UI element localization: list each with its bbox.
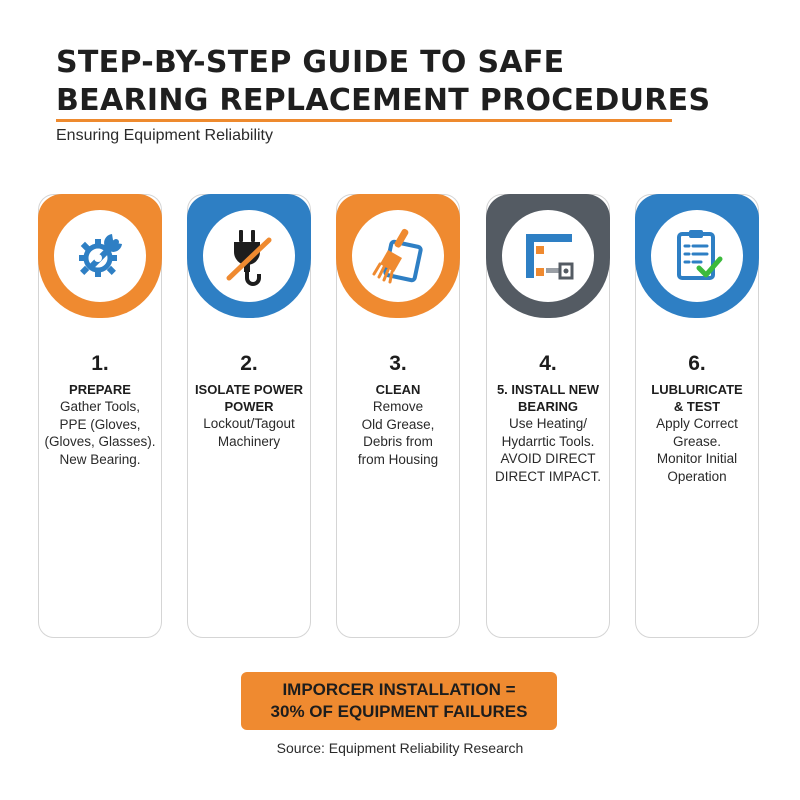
- stat-callout: [241, 672, 557, 730]
- step-number: 1.: [91, 352, 109, 375]
- title-line-1: STEP-BY-STEP GUIDE TO SAFE: [56, 45, 565, 80]
- step-content: [487, 351, 609, 485]
- step-title: ISOLATE POWER POWER: [194, 382, 304, 414]
- step-description: Lockout/Tagout Machinery: [203, 416, 295, 449]
- step-description: Apply Correct Grease. Monitor Initial Operation: [656, 416, 738, 484]
- step-number: 4.: [539, 352, 557, 375]
- icon-circle: [502, 210, 594, 302]
- step-title: CLEAN: [375, 382, 421, 397]
- step-description: Gather Tools, PPE (Gloves, (Gloves, Glasses). New Bearing.: [44, 399, 156, 467]
- step-card-header: [486, 194, 610, 318]
- gear-wrench-icon: [68, 224, 132, 288]
- step-content: [188, 351, 310, 450]
- step-card-3: [336, 194, 460, 638]
- step-description: Use Heating/ Hydarrtic Tools. AVOID DIRECT DIRECT IMPACT.: [494, 416, 601, 484]
- title-underline: [56, 119, 672, 122]
- step-card-header: [187, 194, 311, 318]
- page-subtitle: Ensuring Equipment Reliability: [56, 127, 273, 144]
- step-title: PREPARE: [69, 382, 131, 397]
- step-content: [337, 351, 459, 468]
- step-card-5: [635, 194, 759, 638]
- source-note: Source: Equipment Reliability Research: [276, 740, 524, 756]
- step-card-1: [38, 194, 162, 638]
- step-description: Remove Old Grease, Debris from from Housing: [357, 399, 439, 467]
- step-number: 3.: [389, 352, 407, 375]
- brush-icon: [366, 224, 430, 288]
- step-content: [636, 351, 758, 485]
- checklist-icon: [665, 224, 729, 288]
- step-card-header: [336, 194, 460, 318]
- press-tool-icon: [516, 224, 580, 288]
- step-number: 6.: [688, 352, 706, 375]
- unplug-icon: [217, 224, 281, 288]
- icon-circle: [203, 210, 295, 302]
- page-title: [56, 44, 756, 120]
- icon-circle: [352, 210, 444, 302]
- step-card-header: [635, 194, 759, 318]
- step-title: LUBLURICATE & TEST: [651, 382, 743, 414]
- title-line-2: BEARING REPLACEMENT PROCEDURES: [56, 83, 711, 118]
- stat-line-1: IMPORCER INSTALLATION =: [282, 680, 516, 699]
- step-title: 5. INSTALL NEW BEARING: [496, 382, 600, 414]
- step-card-2: [187, 194, 311, 638]
- icon-circle: [651, 210, 743, 302]
- step-card-4: [486, 194, 610, 638]
- stat-line-2: 30% OF EQUIPMENT FAILURES: [270, 702, 528, 721]
- step-card-header: [38, 194, 162, 318]
- step-number: 2.: [240, 352, 258, 375]
- step-content: [39, 351, 161, 468]
- icon-circle: [54, 210, 146, 302]
